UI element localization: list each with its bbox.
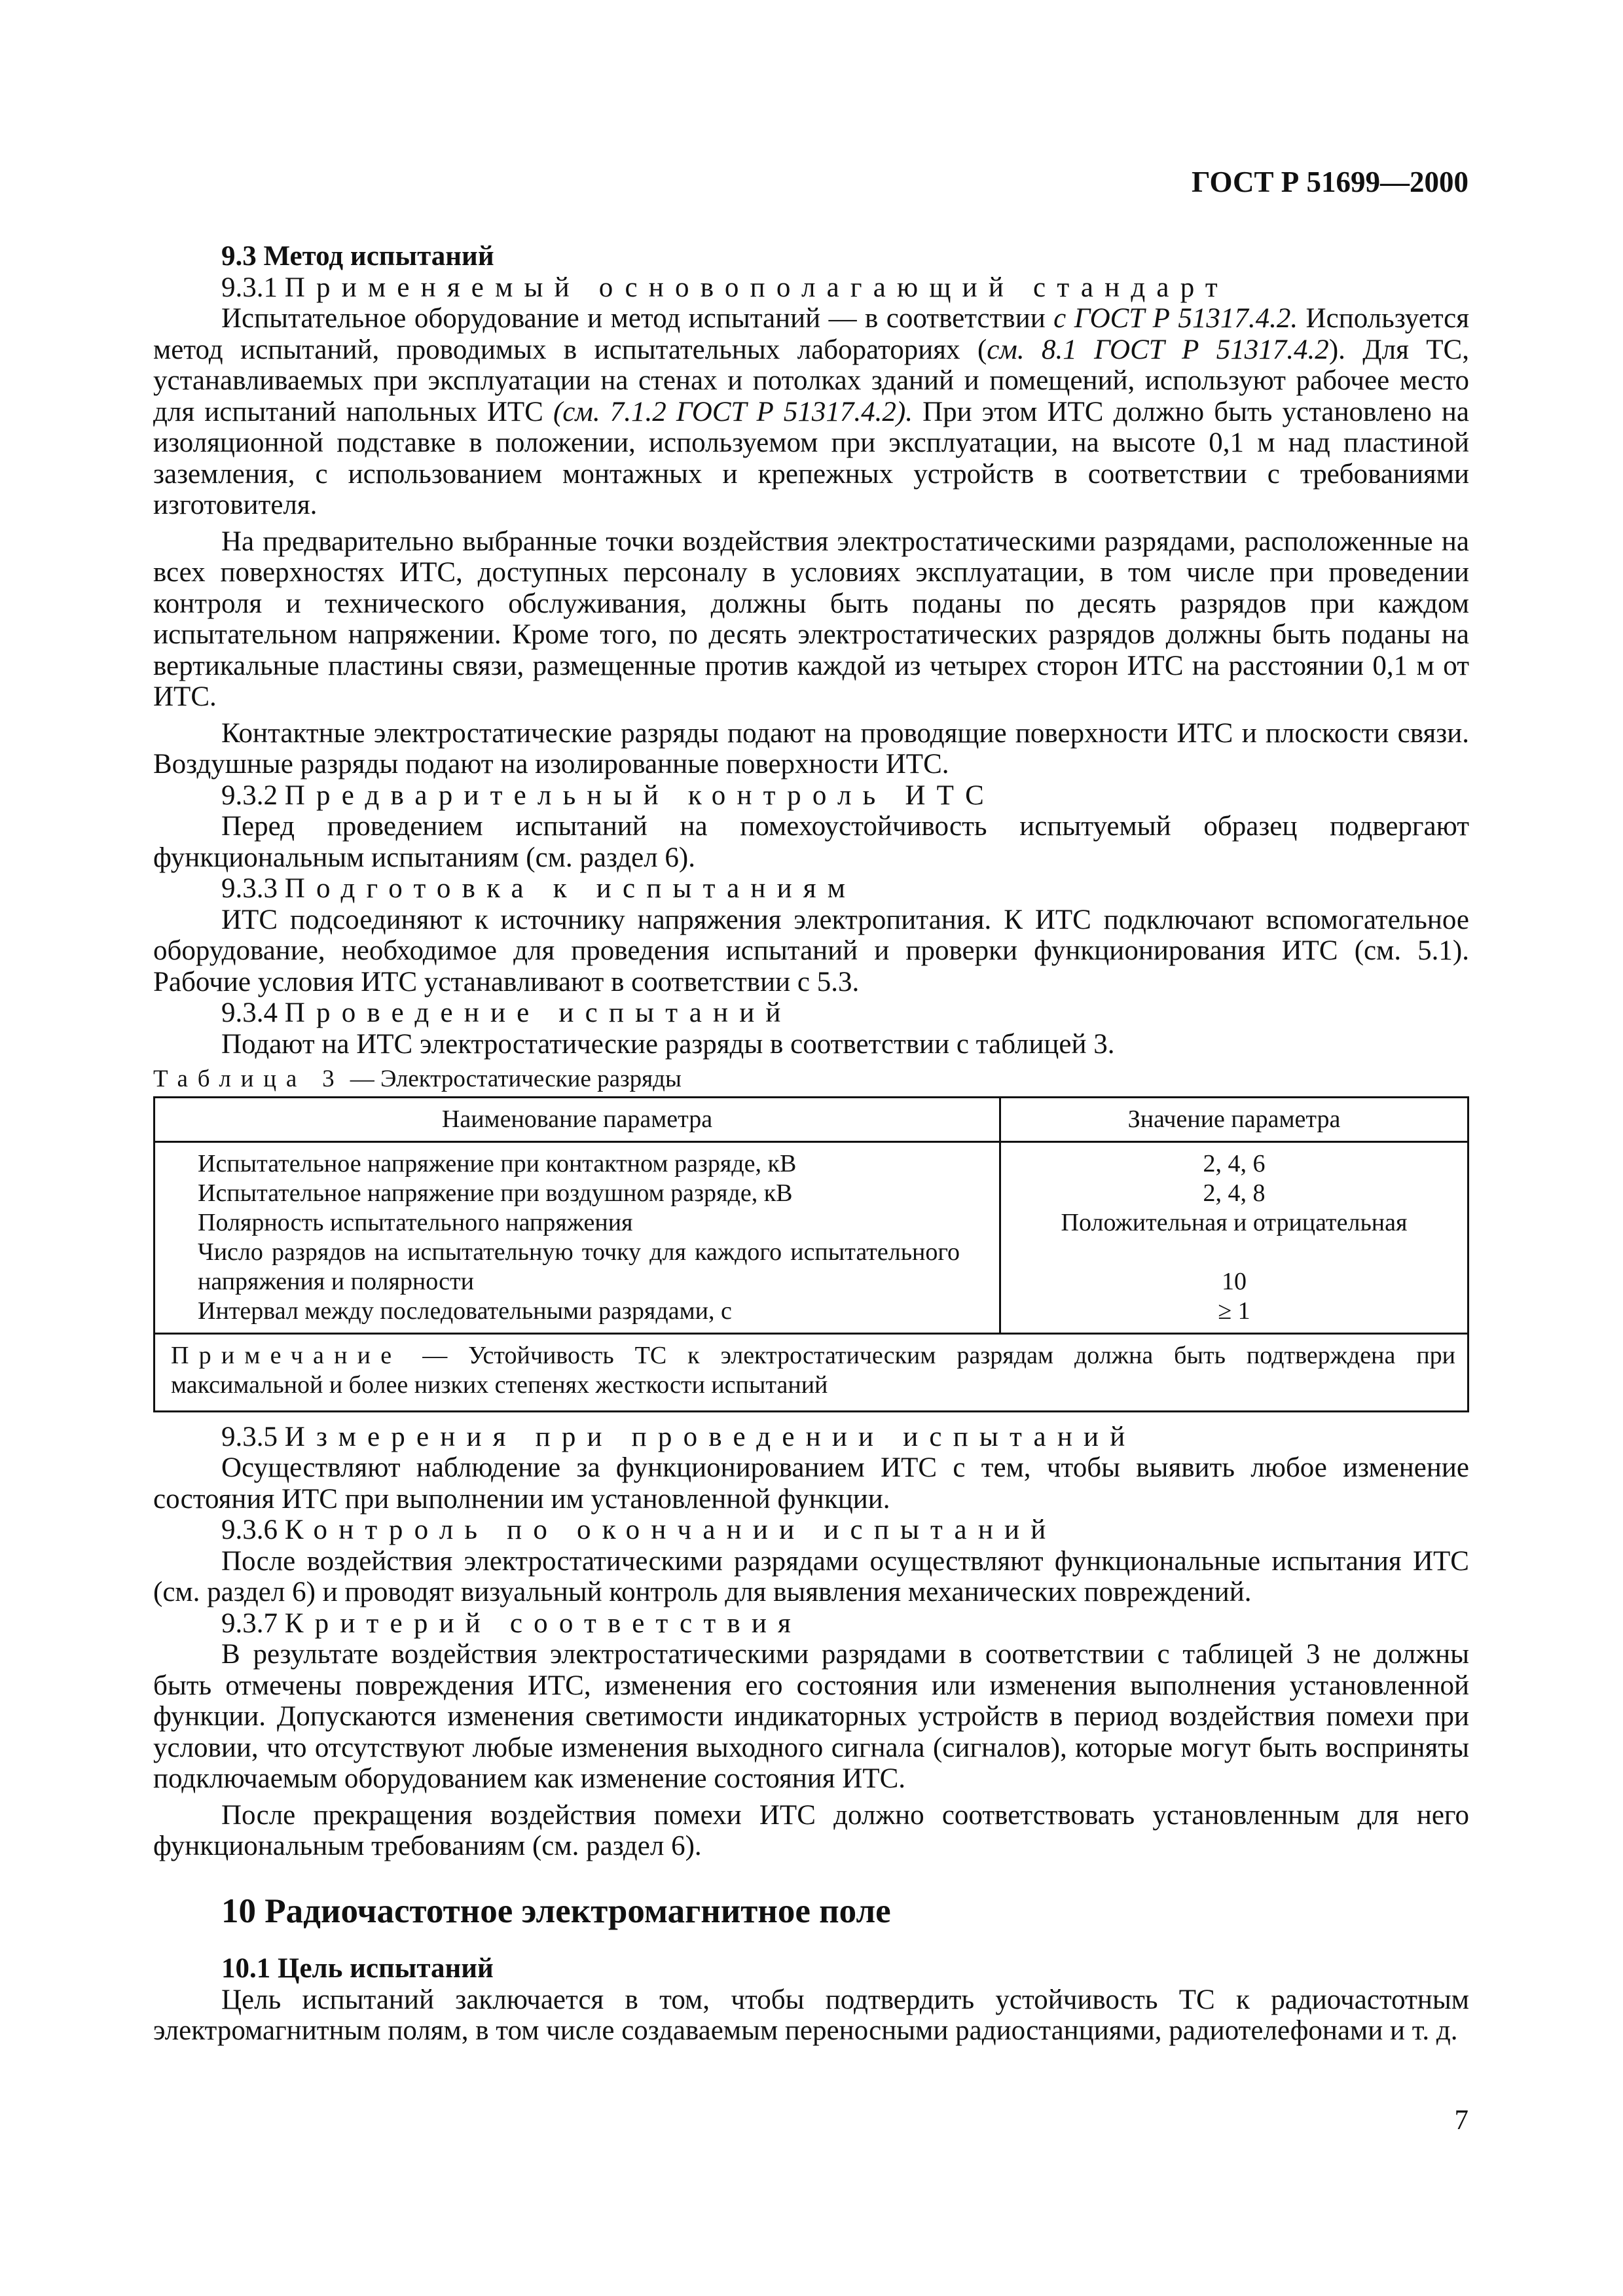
subsection-9-3-6-heading	[153, 1515, 1469, 1546]
section-9-3-title: 9.3 Метод испытаний	[221, 241, 494, 272]
paragraph: После воздействия электростатическими разрядами осуществляют функциональные испытания ИТС (см. раздел 6) и проводят визуальный контроль для выявления механических повреждений.	[153, 1545, 1469, 1607]
subsection-title: Проведение испытаний	[284, 997, 792, 1028]
paragraph: Перед проведением испытаний на помехоустойчивость испытуемый образец подвергают функциональным испытаниям (см. раздел 6).	[153, 811, 1469, 873]
table-row-value: Положительная и отрицательная	[1061, 1208, 1408, 1236]
subsection-number: 9.3.5	[221, 1421, 278, 1452]
parameter-column	[155, 1141, 1000, 1333]
subsection-9-3-7-heading	[153, 1608, 1469, 1640]
table-row-value: ≥ 1	[1218, 1297, 1250, 1325]
subsection-title: Измерения при проведении испытаний	[284, 1421, 1137, 1452]
subsection-number: 9.3.4	[221, 997, 278, 1028]
table-row-param: Число разрядов на испытательную точку для каждого испытательного напряжения и полярности	[198, 1238, 960, 1295]
table-3	[153, 1096, 1469, 1412]
table-row-param: Интервал между последовательными разрядами, с	[198, 1297, 732, 1325]
reference: (см. 7.1.2 ГОСТ Р 51317.4.2).	[553, 396, 913, 427]
table-row-value: 10	[1222, 1267, 1247, 1295]
spacer	[1001, 1238, 1467, 1267]
subsection-title: Контроль по окончании испытаний	[284, 1515, 1057, 1545]
subsection-title: Предварительный контроль ИТС	[284, 780, 996, 811]
paragraph: Осуществляют наблюдение за функционированием ИТС с тем, чтобы выявить любое изменение состояния ИТС при выполнении им установленной функции.	[153, 1452, 1469, 1515]
table-label: Таблица 3	[153, 1066, 344, 1092]
paragraph: На предварительно выбранные точки воздействия электростатическими разрядами, расположенные на всех поверхностях ИТС, доступных персоналу в условиях эксплуатации, в том числе при проведении контроля и технического обслуживания, должны быть поданы по десять разрядов при каждом испытательном напряжении. Кроме того, по десять электростатических разрядов должны быть поданы на вертикальные пластины связи, размещенные против каждой из четырех сторон ИТС на расстоянии 0,1 м от ИТС.	[153, 526, 1469, 712]
text-run: Испытательное оборудование и метод испытаний — в соответствии	[221, 303, 1054, 334]
table-row-param: Испытательное напряжение при контактном разряде, кВ	[198, 1149, 797, 1177]
section-10-1-title: 10.1 Цель испытаний	[221, 1953, 494, 1984]
reference: см. 8.1 ГОСТ Р 51317.4.2	[987, 334, 1329, 365]
subsection-9-3-5-heading	[153, 1422, 1469, 1453]
text-run: ). Для ТС, устанавливаемых при эксплуатации на стенах и потолках зданий и помещений, используют рабочее место для испытаний напольных ИТС	[153, 334, 1469, 427]
table-row-value: 2, 4, 6	[1203, 1149, 1266, 1177]
table-row-param: Полярность испытательного напряжения	[198, 1208, 633, 1236]
text-run: Используется метод испытаний, проводимых в испытательных лабораториях (	[153, 303, 1469, 365]
text-run: При этом ИТС должно быть установлено на изоляционной подставке в положении, используемом при эксплуатации, на высоте 0,1 м над пластиной заземления, с использованием монтажных и крепежных устройств в соответствии с требованиями изготовителя.	[153, 396, 1469, 520]
subsection-number: 9.3.3	[221, 873, 278, 904]
subsection-title: Применяемый основополагающий стандарт	[284, 272, 1229, 303]
subsection-number: 9.3.2	[221, 780, 278, 811]
table-caption	[153, 1064, 1469, 1095]
paragraph: Подают на ИТС электростатические разряды в соответствии с таблицей 3.	[221, 1028, 1115, 1060]
subsection-9-3-4-heading	[153, 997, 1469, 1029]
table-row-value: 2, 4, 8	[1203, 1179, 1266, 1207]
section-10-title: 10 Радиочастотное электромагнитное поле	[221, 1892, 891, 1930]
paragraph: Цель испытаний заключается в том, чтобы подтвердить устойчивость ТС к радиочастотным электромагнитным полям, в том числе создаваемым переносными радиостанциями, радиотелефонами и т. д.	[153, 1984, 1469, 2046]
paragraph: Контактные электростатические разряды подают на проводящие поверхности ИТС и плоскости связи. Воздушные разряды подают на изолированные поверхности ИТС.	[153, 717, 1469, 780]
subsection-9-3-2-heading	[153, 780, 1469, 812]
note-label: Примечание	[171, 1341, 402, 1369]
subsection-number: 9.3.1	[221, 272, 278, 303]
paragraph: После прекращения воздействия помехи ИТС должно соответствовать установленным для него функциональным требованиям (см. раздел 6).	[153, 1799, 1469, 1861]
note-text: — Устойчивость ТС к электростатическим разрядам должна быть подтверждена при максимальной и более низких степенях жесткости испытаний	[171, 1341, 1455, 1399]
subsection-number: 9.3.6	[221, 1515, 278, 1545]
paragraph: В результате воздействия электростатическими разрядами в соответствии с таблицей 3 не должны быть отмечены повреждения ИТС, изменения его состояния или изменения выполнения установленной функции. Допускаются изменения светимости индикаторных устройств в период воздействия помехи при условии, что отсутствуют любые изменения выходного сигнала (сигналов), которые могут быть восприняты подключаемым оборудованием как изменение состояния ИТС.	[153, 1639, 1469, 1794]
column-header-value: Значение параметра	[1000, 1097, 1468, 1141]
subsection-title: Критерий соответствия	[284, 1607, 803, 1639]
subsection-title: Подготовка к испытаниям	[284, 873, 857, 904]
subsection-9-3-1-heading	[153, 272, 1469, 304]
page-number: 7	[1454, 2105, 1468, 2136]
subsection-number: 9.3.7	[221, 1607, 278, 1639]
reference: с ГОСТ Р 51317.4.2.	[1053, 303, 1298, 334]
table-row-param: Испытательное напряжение при воздушном разряде, кВ	[198, 1179, 793, 1207]
paragraph	[153, 303, 1469, 521]
subsection-9-3-3-heading	[153, 873, 1469, 905]
table-title: — Электростатические разряды	[344, 1066, 682, 1092]
document-code: ГОСТ Р 51699—2000	[1191, 166, 1468, 198]
value-column	[1000, 1141, 1468, 1333]
column-header-parameter: Наименование параметра	[155, 1097, 1000, 1141]
paragraph: ИТС подсоединяют к источнику напряжения электропитания. К ИТС подключают вспомогательное оборудование, необходимое для проведения испытаний и проверки функционирования ИТС (см. 5.1). Рабочие условия ИТС устанавливают в соответствии с 5.3.	[153, 904, 1469, 997]
table-note	[155, 1333, 1468, 1411]
document-body	[153, 241, 1469, 2047]
